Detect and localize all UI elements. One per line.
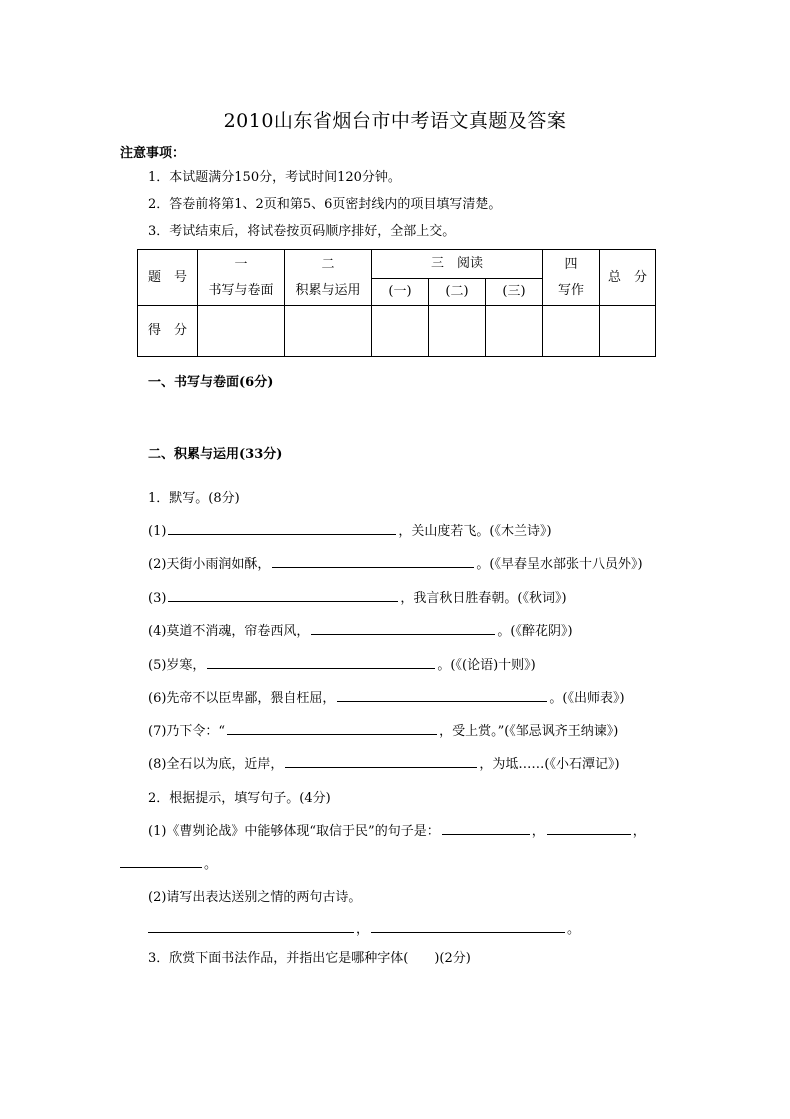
col-number: 四 bbox=[564, 256, 578, 272]
reading-sub-2: (二) bbox=[429, 279, 486, 306]
score-cell[interactable] bbox=[285, 306, 372, 357]
reading-sub-1: (一) bbox=[372, 279, 429, 306]
recite-suffix: ，为坻……(《小石潭记》) bbox=[479, 757, 620, 772]
recite-suffix: 。(《出师表》) bbox=[549, 691, 625, 706]
score-cell[interactable] bbox=[600, 306, 656, 357]
answer-blank[interactable] bbox=[337, 689, 547, 702]
answer-blank[interactable] bbox=[311, 622, 495, 635]
recite-item bbox=[148, 587, 567, 606]
notice-item: 3．考试结束后，将试卷按页码顺序排好，全部上交。 bbox=[148, 224, 456, 239]
page-title: 2010山东省烟台市中考语文真题及答案 bbox=[223, 110, 567, 132]
answer-blank[interactable] bbox=[227, 722, 437, 735]
fill-prompt: (1)《曹刿论战》中能够体现“取信于民”的句子是： bbox=[148, 824, 440, 839]
score-cell[interactable] bbox=[543, 306, 600, 357]
recite-item bbox=[148, 753, 620, 772]
recite-suffix: 。(《(论语)十则》) bbox=[437, 658, 536, 673]
score-cell[interactable] bbox=[486, 306, 543, 357]
recite-item bbox=[148, 687, 625, 706]
fill-item bbox=[148, 820, 646, 839]
recite-item bbox=[148, 620, 573, 639]
comma: ， bbox=[356, 922, 370, 937]
score-table-header-label: 题 号 bbox=[138, 250, 198, 306]
period: 。 bbox=[567, 922, 581, 937]
reading-sub-3: (三) bbox=[486, 279, 543, 306]
answer-blank[interactable] bbox=[207, 656, 435, 669]
recite-item bbox=[148, 520, 552, 539]
col-number: 二 bbox=[321, 256, 335, 272]
answer-blank[interactable] bbox=[168, 589, 398, 602]
col-name: 书写与卷面 bbox=[208, 282, 274, 298]
notice-item: 1．本试题满分150分，考试时间120分钟。 bbox=[148, 170, 401, 185]
period: 。 bbox=[204, 857, 218, 872]
recite-prefix: (2)天街小雨润如酥， bbox=[148, 557, 271, 572]
fill-item-answer-line bbox=[148, 918, 580, 937]
question-stem bbox=[148, 947, 471, 966]
recite-suffix: ，受上赏。”(《邹忌讽齐王纳谏》) bbox=[439, 724, 619, 739]
score-table-col-accumulation bbox=[285, 250, 372, 306]
fill-item-continued bbox=[120, 853, 217, 872]
answer-blank[interactable] bbox=[272, 555, 474, 568]
recite-item bbox=[148, 553, 643, 572]
question-stem-pre: 3．欣赏下面书法作品，并指出它是哪种字体( bbox=[148, 951, 409, 966]
section-heading: 二、积累与运用(33分) bbox=[148, 447, 283, 462]
col-name: 积累与运用 bbox=[295, 282, 361, 298]
question-stem-post: )(2分) bbox=[434, 951, 471, 966]
question-stem: 2．根据提示，填写句子。(4分) bbox=[148, 791, 331, 806]
score-table-col-total: 总 分 bbox=[600, 250, 656, 306]
score-table-col-reading: 三 阅读 bbox=[372, 250, 543, 279]
score-table bbox=[137, 249, 656, 357]
fill-item: (2)请写出表达送别之情的两句古诗。 bbox=[148, 890, 362, 905]
answer-blank[interactable] bbox=[285, 755, 477, 768]
section-heading: 一、书写与卷面(6分) bbox=[148, 375, 274, 390]
recite-suffix: 。(《早春呈水部张十八员外》) bbox=[476, 557, 643, 572]
recite-prefix: (8)全石以为底，近岸， bbox=[148, 757, 284, 772]
recite-prefix: (1) bbox=[148, 524, 167, 539]
answer-blank[interactable] bbox=[168, 522, 396, 535]
recite-prefix: (7)乃下令：“ bbox=[148, 724, 226, 739]
score-row-label: 得 分 bbox=[138, 306, 198, 357]
score-cell[interactable] bbox=[429, 306, 486, 357]
recite-item bbox=[148, 654, 536, 673]
score-cell[interactable] bbox=[198, 306, 285, 357]
recite-prefix: (3) bbox=[148, 591, 167, 606]
score-table-col-writing bbox=[198, 250, 285, 306]
comma: ， bbox=[632, 824, 646, 839]
col-name: 写作 bbox=[557, 282, 584, 298]
score-table-col-composition bbox=[543, 250, 600, 306]
recite-item bbox=[148, 720, 618, 739]
recite-suffix: 。(《醉花阴》) bbox=[497, 624, 573, 639]
notice-item: 2．答卷前将第1、2页和第5、6页密封线内的项目填写清楚。 bbox=[148, 197, 502, 212]
comma: ， bbox=[531, 824, 545, 839]
answer-blank[interactable] bbox=[547, 822, 631, 835]
recite-suffix: ，我言秋日胜春朝。(《秋词》) bbox=[400, 591, 567, 606]
question-stem: 1．默写。(8分) bbox=[148, 491, 240, 506]
answer-blank[interactable] bbox=[442, 822, 530, 835]
answer-blank[interactable] bbox=[371, 920, 565, 933]
score-cell[interactable] bbox=[372, 306, 429, 357]
notice-heading: 注意事项： bbox=[120, 146, 186, 161]
recite-prefix: (6)先帝不以臣卑鄙，猥自枉屈， bbox=[148, 691, 336, 706]
recite-prefix: (5)岁寒， bbox=[148, 658, 206, 673]
answer-blank[interactable] bbox=[120, 855, 202, 868]
recite-suffix: ，关山度若飞。(《木兰诗》) bbox=[398, 524, 552, 539]
answer-blank[interactable] bbox=[148, 920, 354, 933]
col-number: 一 bbox=[234, 256, 248, 272]
recite-prefix: (4)莫道不消魂，帘卷西风， bbox=[148, 624, 310, 639]
